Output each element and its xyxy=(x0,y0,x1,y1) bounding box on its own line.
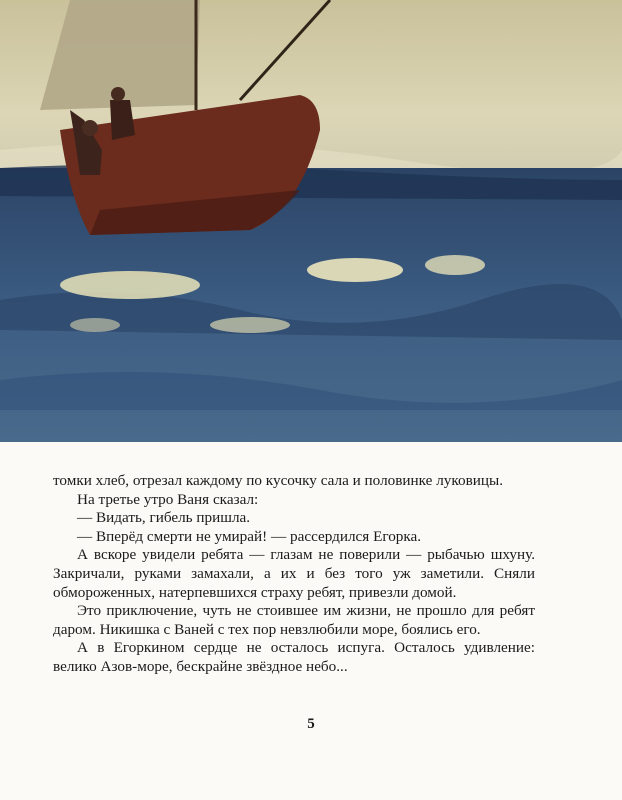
dialogue-line: — Видать, гибель пришла. xyxy=(77,509,251,527)
figure-right-head xyxy=(111,87,125,101)
light-reflection xyxy=(425,255,485,275)
light-reflection xyxy=(210,317,290,333)
paragraph: Это приключение, чуть не стоившее им жизни, не прошло для ребят даром. Никишка с Ваней с тех пор невзлюбили море, боялись его. xyxy=(53,602,535,638)
light-reflection xyxy=(70,318,120,332)
figure-left-head xyxy=(82,120,98,136)
paragraph: томки хлеб, отрезал каждому по кусочку сала и половинке луковицы. xyxy=(53,472,504,489)
body-text xyxy=(53,472,535,677)
paragraph: На третье утро Ваня сказал: xyxy=(77,490,259,508)
paragraph: А в Егоркином сердце не осталось испуга. Осталось удивление: велико Азов-море, бескрайне звёздное небо... xyxy=(53,639,535,675)
paragraph: А вскоре увидели ребята — глазам не поверили — рыбачью шхуну. Закричали, руками замахали, а их и без того уж заметили. Сняли обмороженных, натерпевшихся страху ребят, привезли домой. xyxy=(53,546,535,601)
light-reflection xyxy=(307,258,403,282)
light-reflection xyxy=(60,271,200,299)
dialogue-line: — Вперёд смерти не умирай! — рассердился Егорка. xyxy=(77,527,422,545)
page-number: 5 xyxy=(307,716,315,732)
